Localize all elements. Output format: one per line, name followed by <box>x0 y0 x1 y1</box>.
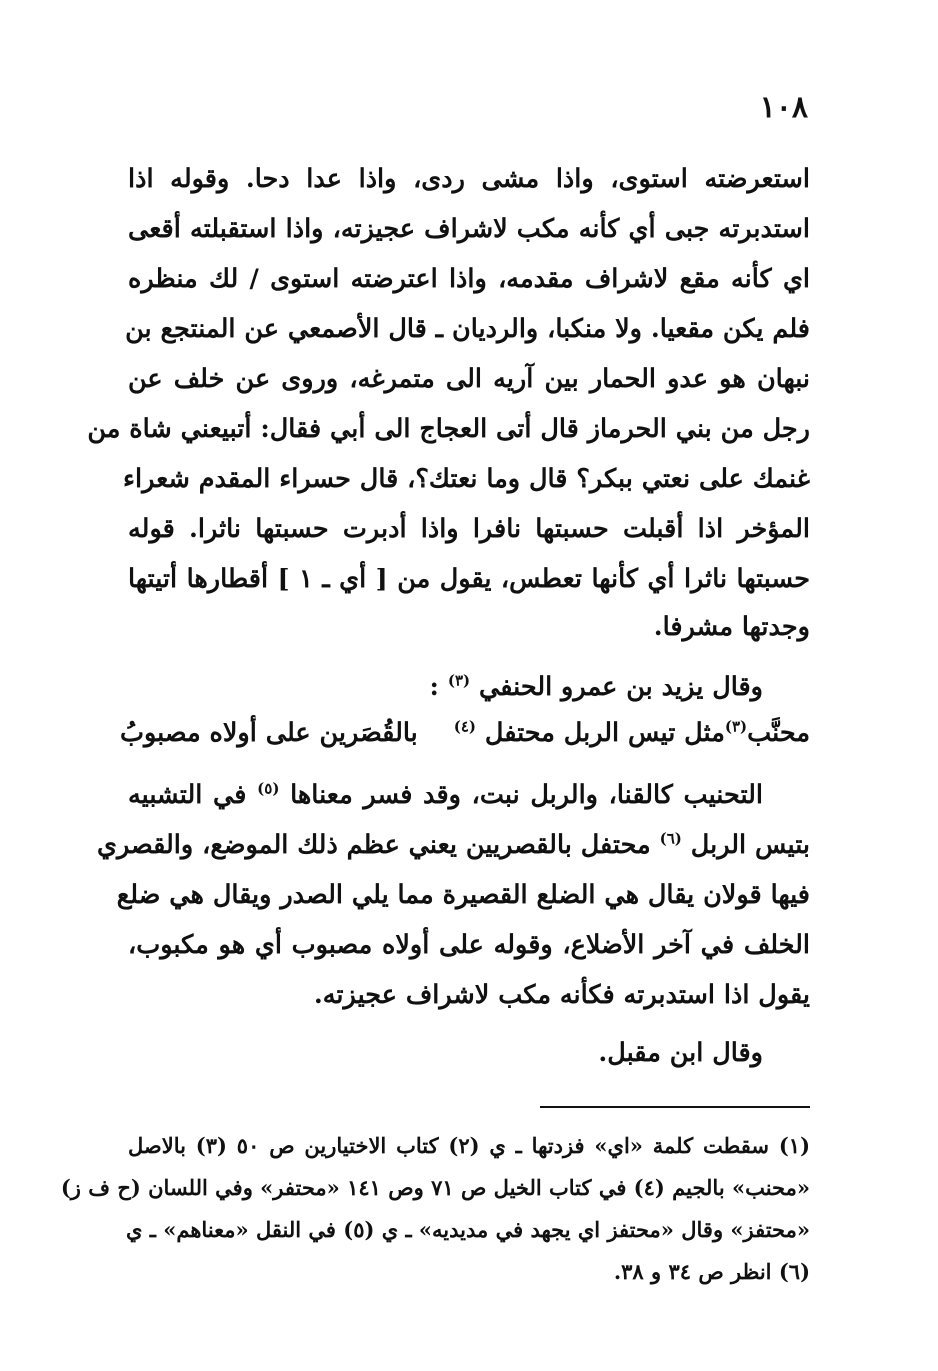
text-line <box>128 772 763 818</box>
text-line: استعرضته استوى، واذا مشى ردى، واذا عدا دحا. وقوله اذا <box>128 164 810 194</box>
page-number: ١٠٨ <box>759 90 808 125</box>
verse-intro-colon: : <box>429 672 439 702</box>
footnote-line: «محنب» بالجيم (٤) في كتاب الخيل ص ٧١ وص ١٤١ «محتفر» وفي اللسان (ح ف ز) <box>60 1175 810 1200</box>
text-line: فيها قولان يقال هي الضلع القصيرة مما يلي الصدر ويقال هي ضلع <box>116 880 810 910</box>
text-line: فلم يكن مقعيا. ولا منكبا، والرديان ـ قال الأصمعي عن المنتجع بن <box>125 314 810 344</box>
verse-second-hemistich: بالقُصَرين على أولاه مصبوبُ <box>120 718 418 748</box>
footnote-divider <box>540 1106 810 1108</box>
footnote-ref: (٥) <box>257 779 280 798</box>
footnote-line: «محتفز» وقال «محتفز اي يجهد في مديديه» ـ ي (٥) في النقل «معناهم» ـ ي <box>126 1217 810 1242</box>
text-line: استدبرته جبى أي كأنه مكب لاشراف عجيزته، واذا استقبلته أقعى <box>128 214 810 244</box>
text-line: الخلف في آخر الأضلاع، وقوله على أولاه مصبوب أي هو مكبوب، <box>128 930 810 960</box>
text-line <box>97 822 810 868</box>
text-line: حسبتها ناثرا أي كأنها تعطس، يقول من [ أي ـ ١ ] أقطارها أتيتها <box>128 564 810 594</box>
text-line: رجل من بني الحرماز قال أتى العجاج الى أبي فقال: أتبيعني شاة من <box>87 414 810 444</box>
text-line: يقول اذا استدبرته فكأنه مكب لاشراف عجيزته. <box>313 980 810 1010</box>
text-line: غنمك على نعتي ببكر؟ قال وما نعتك؟، قال حسراء المقدم شعراء <box>123 464 810 494</box>
text-span: بتيس الربل <box>690 830 810 860</box>
verse-intro-text: وقال يزيد بن عمرو الحنفي <box>479 672 763 702</box>
verse-phrase: مثل تيس الربل محتفل <box>484 718 725 748</box>
verse-word: محنَّب <box>747 718 810 748</box>
verse-first-hemistich <box>454 710 810 756</box>
footnote-line: (٦) انظر ص ٣٤ و ٣٨. <box>613 1259 810 1284</box>
footnote-ref: (٦) <box>659 829 682 848</box>
verse-intro <box>128 664 763 710</box>
closing-line: وقال ابن مقبل. <box>598 1038 763 1068</box>
footnote-ref: (٣) <box>724 717 748 736</box>
text-span: التحنيب كالقنا، والربل نبت، وقد فسر معناها <box>290 780 763 810</box>
text-line: اي كأنه مقع لاشراف مقدمه، واذا اعترضته استوى / لك منظره <box>128 264 810 294</box>
text-line: نبهان هو عدو الحمار بين آريه الى متمرغه، وروى عن خلف عن <box>128 364 810 394</box>
text-line: المؤخر اذا أقبلت حسبتها نافرا واذا أدبرت حسبتها ناثرا. قوله <box>128 514 810 544</box>
text-span: محتفل بالقصريين يعني عظم ذلك الموضع، والقصري <box>97 830 651 860</box>
text-span: في التشبيه <box>128 780 247 810</box>
footnote-ref: (٣) <box>447 671 471 690</box>
verse <box>120 710 810 756</box>
footnote-ref: (٤) <box>453 717 476 736</box>
text-line: وجدتها مشرفا. <box>653 612 810 642</box>
footnote-line: (١) سقطت كلمة «اي» فزدتها ـ ي (٢) كتاب الاختيارين ص ٥٠ (٣) بالاصل <box>128 1133 810 1158</box>
